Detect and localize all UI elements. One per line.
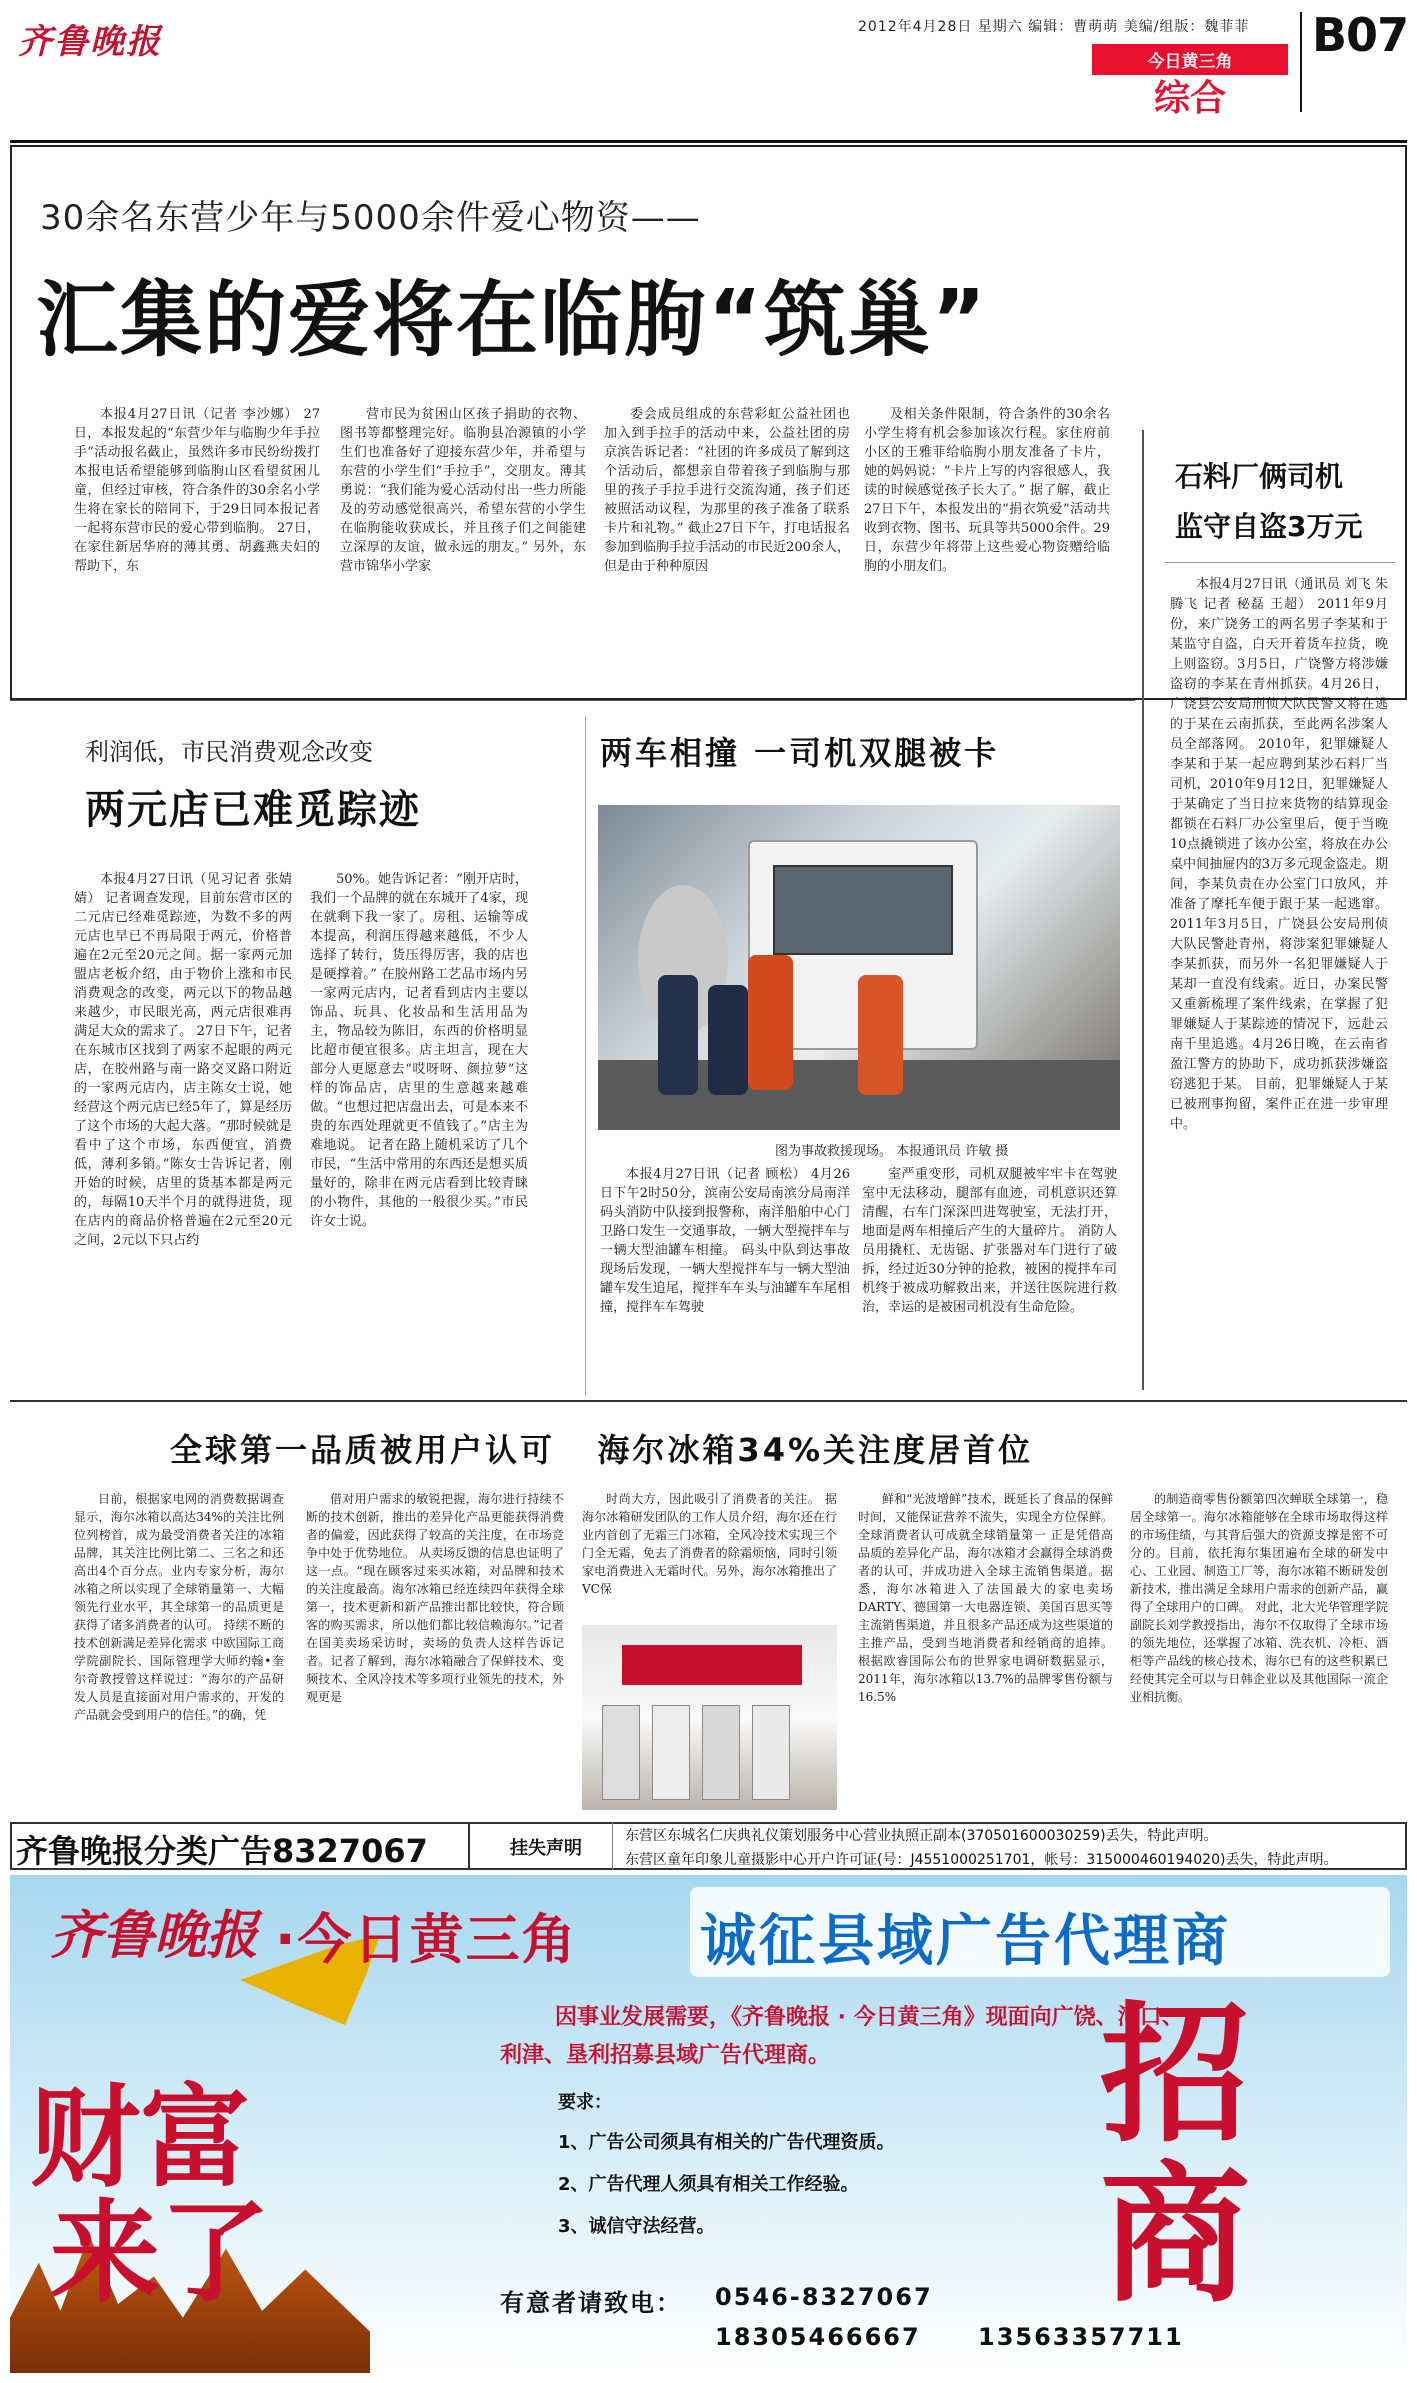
firefighter-1 <box>658 975 698 1095</box>
ad-big-line2: 来了 <box>50 2188 270 2317</box>
lead-column-2 <box>340 405 586 665</box>
crash-photo-caption: 图为事故救援现场。 本报通讯员 许敏 摄 <box>775 1144 1009 1159</box>
side-title-rule <box>1165 562 1395 563</box>
haier-column-1 <box>74 1490 284 1815</box>
masthead-rule <box>10 140 1407 143</box>
notice-label: 挂失声明 <box>510 1838 582 1859</box>
side-divider <box>1142 430 1144 1390</box>
haier-top-rule <box>10 1400 1407 1402</box>
haier-column-4 <box>858 1490 1113 1815</box>
shop-headline: 两元店已难觅踪迹 <box>85 787 421 833</box>
side-title-line1: 石料厂俩司机 <box>1175 460 1344 493</box>
firefighter-2 <box>708 985 748 1095</box>
fridge-1 <box>602 1705 640 1800</box>
classified-title: 齐鲁晚报分类广告8327067 <box>16 1832 428 1870</box>
lead-column-1 <box>74 405 320 665</box>
ad-contact-label: 有意者请致电： <box>500 2289 682 2317</box>
crash-column-1 <box>600 1165 850 1390</box>
lead-column-text: 及相关条件限制，符合条件的30余名小学生将有机会参加该次行程。家住府前小区的王雅菲给临朐小朋友准备了卡片，她的妈妈说：“卡片上写的内容很感人，我读的时候感觉孩子长大了。” 据了解，截止27日下午，本报发出的“捐衣筑爱”活动共收到衣物、图书、玩具等共5000余件。29日，东营少年将带上这些爱心物资赠给临朐的小朋友们。 <box>864 407 1110 574</box>
crash-column-text: 室严重变形，司机双腿被牢牢卡在驾驶室中无法移动，腿部有血迹，司机意识还算清醒，右车门深深凹进驾驶室，无法打开，地面是两车相撞后产生的大量碎片。 消防人员用撬杠、无齿锯、扩张器对车门进行了破拆，经过近30分钟的抢救，被困的搅拌车司机终于被成功解救出来，并送往医院进行救治，幸运的是被困司机没有生命危险。 <box>862 1167 1117 1315</box>
lead-column-text: 本报4月27日讯（记者 李沙娜） 27日，本报发起的“东营少年与临朐少年手拉手”活动报名截止，虽然许多市民纷纷拨打本报电话希望能够到临朐山区看望贫困儿童，但经过审核，符合条件的30余名小学生将在家长的陪同下，于29日同本报记者一起将东营市民的爱心带到临朐。 27日，在家住新居华府的薄其勇、胡鑫燕夫妇的帮助下，东 <box>74 407 320 574</box>
notice-body <box>625 1824 1405 1872</box>
crash-photo <box>598 805 1120 1130</box>
issue-info: 2012年4月28日 星期六 编辑：曹萌萌 美编/组版：魏菲菲 <box>858 19 1250 35</box>
haier-sign <box>622 1645 802 1685</box>
section-name: 综合 <box>1153 78 1226 119</box>
ad-phone-3: 13563357711 <box>978 2323 1184 2351</box>
crash-column-text: 本报4月27日讯（记者 顾松） 4月26日下午2时50分，滨南公安局南滨分局南洋码头消防中队接到报警称，南洋船舶中心门卫路口发生一交通事故，一辆大型搅拌车与一辆大型油罐车相撞。 码头中队到达事故现场后发现，一辆大型搅拌车与一辆大型油罐车发生追尾，搅拌车车头与油罐车车尾相撞，搅拌车车驾驶 <box>600 1167 850 1315</box>
lead-column-text: 营市民为贫困山区孩子捐助的衣物、图书等都整理完好。临朐县冶源镇的小学生们也准备好了迎接东营少年，并希望与东营的小学生们“手拉手”，交朋友。薄其勇说：“我们能为爱心活动付出一些力所能及的劳动感觉很高兴，希望东营的小学生在临朐能收获成长，并且孩子们之间能建立深厚的友谊，做永远的朋友。” 另外，东营市锦华小学家 <box>340 407 586 574</box>
crash-headline: 两车相撞 一司机双腿被卡 <box>600 734 1000 772</box>
ad-phone-1: 0546-8327067 <box>715 2283 933 2311</box>
shop-kicker: 利润低，市民消费观念改变 <box>85 738 373 766</box>
lead-column-text: 委会成员组成的东营彩虹公益社团也加入到手拉手的活动中来，公益社团的房京滨告诉记者：“社团的许多成员了解到这个活动后，都想亲自带着孩子到临朐与那里的孩子手拉手进行交流沟通，孩子们还被照活动议程，为那里的孩子准备了联系卡片和礼物。” 截止27日下午，打电话报名参加到临朐手拉手活动的市民近200余人，但是由于种种原因 <box>604 407 850 574</box>
truck-windshield <box>773 865 953 955</box>
ad-body-line2: 利津、垦利招募县域广告代理商。 <box>500 2043 831 2068</box>
lead-column-3 <box>604 405 850 665</box>
ad-slogan: ·今日黄三角 <box>275 1908 578 1971</box>
haier-column-text: 时尚大方，因此吸引了消费者的关注。 据海尔冰箱研发团队的工作人员介绍，海尔还在行业内首创了无霜三门冰箱，全风冷技术实现三个门全无霜，免去了消费者的除霜烦恼，同时引领家电消费进入无霜时代。另外，海尔冰箱推出了VC保 <box>582 1492 837 1596</box>
fridge-4 <box>752 1705 790 1800</box>
notice-divider <box>612 1822 613 1870</box>
haier-column-text: 的制造商零售份额第四次蝉联全球第一，稳居全球第一。海尔冰箱能够在全球市场取得这样的市场佳绩，与其背后强大的资源支撑是密不可分的。目前，依托海尔集团遍布全球的研发中心、工业园、制造工厂等，海尔冰箱不断研发创新技术，推出满足全球用户需求的创新产品，赢得了全球用户的口碑。 对此，北大光华管理学院副院长刘学教授指出，海尔不仅取得了全球市场的领先地位，还掌握了冰箱、洗衣机、冷柜、酒柜等产品线的核心技术，海尔已有的这些积累已经使其完全可以与日韩企业以及其他国际一流企业相抗衡。 <box>1130 1492 1388 1704</box>
fridge-2 <box>652 1705 690 1800</box>
notice-line: 东营区童年印象儿童摄影中心开户许可证(号：J4551000251701，帐号：315000460194020)丢失，特此声明。 <box>625 1852 1338 1868</box>
notice-line: 东营区东城名仁庆典礼仪策划服务中心营业执照正副本(370501600030259)丢失，特此声明。 <box>625 1828 1218 1844</box>
section-tag: 今日黄三角 <box>1092 44 1288 75</box>
haier-column-3 <box>582 1490 837 1620</box>
ad-banner: 诚征县域广告代理商 <box>700 1909 1231 1974</box>
shop-column-2 <box>310 870 528 1390</box>
classified-divider <box>468 1822 470 1870</box>
masthead <box>0 0 1417 130</box>
lead-column-4 <box>864 405 1110 665</box>
masthead-logo: 齐鲁晚报 <box>18 22 162 62</box>
shop-column-text: 50%。她告诉记者：“刚开店时，我们一个品牌的就在东城开了4家，现在就剩下我一家了。房租、运输等成本提高，利润压得越来越低，不少人选择了转行，货压得厉害，我的店也是硬撑着。” 在胶州路工艺品市场内另一家两元店内，记者看到店内主要以饰品、玩具、化妆品和生活用品为主，物品较为陈旧，东西的价格明显比超市便宜很多。店主坦言，现在大部分人更愿意去“哎呀呀、颜拉萝”这样的饰品店，店里的生意越来越难做。“也想过把店盘出去，可是本来不贵的东西处理就更不值钱了。”店主为难地说。 记者在路上随机采访了几个市民，“生活中常用的东西还是想买质量好的，除非在两元店看到比较青睐的小物件，其他的一般很少买。”市民许女士说。 <box>310 872 528 1229</box>
haier-headline: 全球第一品质被用户认可 海尔冰箱34%关注度居首位 <box>170 1431 1034 1469</box>
side-story-text: 本报4月27日讯（通讯员 刘飞 朱腾飞 记者 秘磊 王超） 2011年9月份，来广饶务工的两名男子李某和于某监守自盗，白天开着货车拉货，晚上则盗窃。3月5日，广饶警方将涉嫌盗窃的李某在青州抓获。4月26日，广饶县公安局刑侦大队民警又将在逃的于某在云南抓获，至此两名涉案人员全部落网。 2010年，犯罪嫌疑人李某和于某一起应聘到某沙石料厂当司机，2010年9月12日，犯罪嫌疑人于某确定了当日拉来货物的结算现金都锁在石料厂办公室里后，便于当晚10点撬锁进了该办公室，将放在办公桌中间抽屉内的3万多元现金盗走。期间，李某负责在办公室门口放风，并准备了摩托车便于跟于某一起逃窜。 2011年3月5日，广饶县公安局刑侦大队民警赴青州，将涉案犯罪嫌疑人李某抓获，而另外一名犯罪嫌疑人于某却一直没有线索。近日，办案民警又重新梳理了案件线索，在掌握了犯罪嫌疑人于某踪迹的情况下，远赴云南千里追逃。4月26日晚，在云南省盈江警方的协助下，成功抓获涉嫌盗窃逃犯于某。 目前，犯罪嫌疑人于某已被刑事拘留，案件正在进一步审理中。 <box>1170 577 1388 1132</box>
shop-column-text: 本报4月27日讯（见习记者 张婧婧） 记者调查发现，目前东营市区的二元店已经难觅踪迹，为数不多的两元店也早已不再局限于两元，价格普遍在2元至20元之间。据一家两元加盟店老板介绍，由于物价上涨和市民消费观念的改变，两元以下的物品越来越少，市民眼光高，两元店很难再满足大众的需求了。 27日下午，记者在东城市区找到了两家不起眼的两元店，在胶州路与南一路交叉路口附近的一家两元店内，店主陈女士说，她经营这个两元店已经5年了，算是经历了这个市场的大起大落。“那时候就是看中了这个市场，东西便宜，消费低，薄利多销。”陈女士告诉记者，刚开始的时候，店里的货基本都是两元的，每隔10天半个月的就得进货，现在店内的商品价格普遍在2元至20元之间，2元以下只占约 <box>74 872 292 1248</box>
haier-column-5 <box>1130 1490 1388 1815</box>
ad-body-line1: 因事业发展需要，《齐鲁晚报 · 今日黄三角》现面向广饶、河口、 <box>555 2005 1184 2030</box>
ad-logo: 齐鲁晚报 <box>50 1905 259 1966</box>
recruitment-ad <box>10 1875 1407 2373</box>
firefighter-4 <box>858 975 903 1095</box>
ad-zhao-shang: 招商 <box>1100 1987 1251 2323</box>
fridge-3 <box>702 1705 740 1800</box>
firefighter-3 <box>748 955 793 1090</box>
ad-req-title: 要求： <box>558 2092 612 2113</box>
crash-column-2 <box>862 1165 1117 1390</box>
lead-headline: 汇集的爱将在临朐“筑巢” <box>36 273 988 368</box>
ad-req-3: 3、诚信守法经营。 <box>558 2216 715 2237</box>
ad-big-line1: 财富 <box>30 2073 250 2202</box>
haier-column-2 <box>306 1490 564 1815</box>
haier-column-text: 日前，根据家电网的消费数据调查显示，海尔冰箱以高达34%的关注比例位列榜首，成为最受消费者关注的冰箱品牌，其关注比例比第二、三名之和还高出4个百分点。业内专家分析，海尔冰箱之所以实现了全球销量第一、大幅领先行业水平，其全球第一的品质更是获得了诸多消费者的认可。 持续不断的技术创新满足差异化需求 中欧国际工商学院副院长、国际管理学大师约翰•奎尔奇教授曾这样说过：“海尔的产品研发人员是直接面对用户需求的，开发的产品就会受到用户的信任。”的确，凭 <box>74 1492 284 1722</box>
page-number: B07 <box>1312 8 1409 62</box>
side-title-line2: 监守自盗3万元 <box>1175 510 1363 543</box>
haier-column-text: 鲜和“光波增鲜”技术，既延长了食品的保鲜时间，又能保证营养不流失，实现全方位保鲜。 全球消费者认可成就全球销量第一 正是凭借高品质的差异化产品，海尔冰箱才会赢得全球消费者的认可，并成功进入全球主流销售渠道。据悉，海尔冰箱进入了法国最大的家电卖场DARTY、德国第一大电器连锁、美国百思买等主流销售渠道，并且很多产品还成为这些渠道的主推产品，受到当地消费者和经销商的追捧。 根据欧睿国际公布的世界家电调研数据显示，2011年，海尔冰箱以13.7%的品牌零售份额与16.5% <box>858 1492 1113 1704</box>
masthead-divider <box>1300 12 1302 112</box>
section-rule <box>10 700 1135 701</box>
haier-column-text: 借对用户需求的敏锐把握，海尔进行持续不断的技术创新，推出的差异化产品更能获得消费者的偏爱，因此获得了较高的关注度，在市场竞争中处于优势地位。 从卖场反馈的信息也证明了这一点。“现在顾客过来买冰箱，对品牌和技术的关注度最高。海尔冰箱已经连续四年获得全球第一，技术更新和新产品推出都比较快，符合顾客的购买需求，所以他们都比较信赖海尔。”记者在国美卖场采访时，卖场的负责人这样告诉记者。记者了解到，海尔冰箱融合了保鲜技术、变频技术、全风冷技术等多项行业领先的技术，外观更是 <box>306 1492 564 1704</box>
ad-phone-2: 18305466667 <box>715 2323 921 2351</box>
haier-showroom-photo <box>582 1625 837 1810</box>
ad-req-2: 2、广告代理人须具有相关工作经验。 <box>558 2174 859 2195</box>
ad-req-1: 1、广告公司须具有相关的广告代理资质。 <box>558 2132 895 2153</box>
column-divider <box>585 716 586 1396</box>
lead-kicker: 30余名东营少年与5000余件爱心物资—— <box>40 198 701 238</box>
side-story-body <box>1170 575 1388 1380</box>
shop-column-1 <box>74 870 292 1390</box>
